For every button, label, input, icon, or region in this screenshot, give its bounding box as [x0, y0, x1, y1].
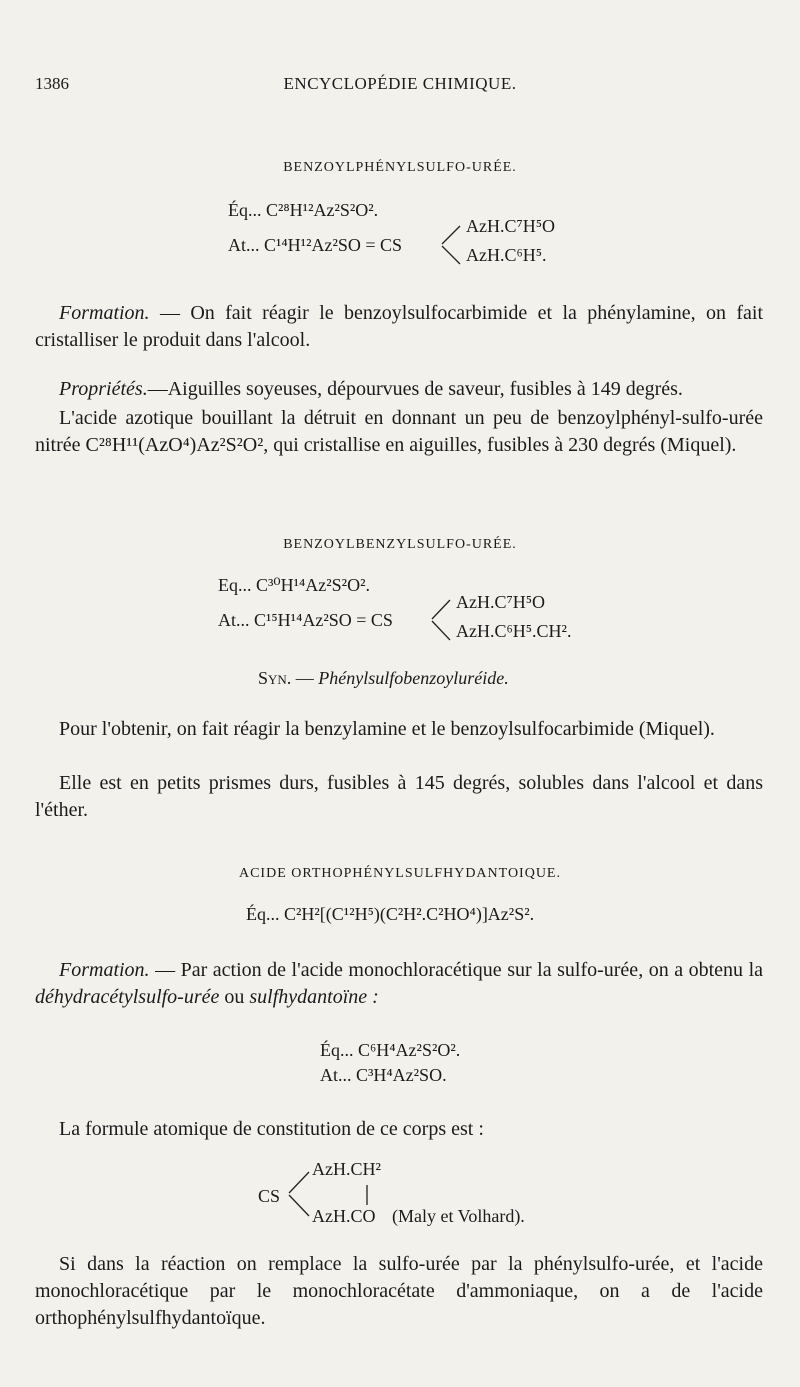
- branch-top-3: AzH.CH²: [312, 1159, 381, 1179]
- branch-lines-1: [438, 220, 468, 270]
- synonym-label: Syn.: [258, 668, 292, 688]
- synonym-line: Syn. — Phénylsulfobenzoyluréide.: [258, 668, 509, 688]
- at-line-4: [320, 1065, 447, 1086]
- term-dehydracetylsulfo-uree: déhydracétylsulfo-urée: [35, 986, 220, 1008]
- eq-label: Eq...: [218, 575, 252, 595]
- bond-line: [364, 1183, 372, 1207]
- section-title-acide-orthophenylsulfhydantoique: ACIDE ORTHOPHÉNYLSULFHYDANTOIQUE.: [238, 866, 561, 881]
- obtention-paragraph: Pour l'obtenir, on fait réagir la benzylamine et le benzoylsulfocarbimide (Miquel).: [59, 718, 715, 740]
- at-line-2: [218, 610, 393, 631]
- page-number: 1386: [35, 74, 69, 93]
- eq-line-4: [320, 1040, 460, 1061]
- branch-top-1: AzH.C⁷H⁵O: [466, 216, 556, 236]
- branch-bottom-3: AzH.CO: [312, 1206, 376, 1226]
- properties-text: —Aiguilles soyeuses, dépourvues de saveur, fusibles à 149 degrés.: [147, 378, 683, 400]
- at-formula: C¹⁴H¹²Az²SO = CS: [264, 235, 403, 255]
- eq-formula: C⁶H⁴Az²S²O².: [358, 1040, 461, 1060]
- properties-label: Propriétés.: [59, 378, 148, 400]
- eq-formula: C²⁸H¹²Az²S²O².: [266, 200, 379, 220]
- branch-lines-3: [285, 1166, 315, 1220]
- cs-label: CS: [258, 1186, 281, 1206]
- final-paragraph: Si dans la réaction on remplace la sulfo-urée par la phénylsulfo-urée, et l'acide monochloracétique par le monochloracétate d'ammoniaque, on a de l'acide orthophénylsulfhydantoïque.: [35, 1253, 763, 1329]
- formation-paragraph-3: [35, 957, 763, 1011]
- section-title-benzoylphenylsulfo-uree: BENZOYLPHÉNYLSULFO-URÉE.: [283, 160, 517, 175]
- running-title: ENCYCLOPÉDIE CHIMIQUE.: [283, 74, 517, 93]
- eq-label: Éq...: [246, 904, 280, 924]
- term-sulfhydantoine: sulfhydantoïne :: [249, 986, 379, 1008]
- description-paragraph: Elle est en petits prismes durs, fusibles à 145 degrés, solubles dans l'alcool et dans l'éther.: [35, 772, 763, 821]
- formation-text: — Par action de l'acide monochloracétique sur la sulfo-urée, on a obtenu la: [149, 959, 763, 981]
- at-line: [228, 235, 402, 256]
- formation-paragraph-1: [35, 300, 763, 354]
- citation: (Maly et Volhard).: [392, 1206, 525, 1226]
- properties-paragraph-2: L'acide azotique bouillant la détruit en donnant un peu de benzoylphényl-sulfo-urée nitrée C²⁸H¹¹(AzO⁴)Az²S²O², qui cristallise en aiguilles, fusibles à 230 degrés (Miquel).: [35, 407, 763, 456]
- eq-label: Éq...: [320, 1040, 354, 1060]
- formation-text: — On fait réagir le benzoylsulfocarbimide et la phénylamine, on fait cristalliser le produit dans l'alcool.: [35, 302, 763, 351]
- eq-line-2: [218, 575, 370, 596]
- eq-label: Éq...: [228, 200, 262, 220]
- branch-lines-2: [428, 594, 458, 646]
- eq-formula: C²H²[(C¹²H⁵)(C²H².C²HO⁴)]Az²S².: [284, 904, 535, 924]
- branch-bottom-1: AzH.C⁶H⁵.: [466, 245, 547, 265]
- eq-formula: C³⁰H¹⁴Az²S²O².: [256, 575, 370, 595]
- at-label: At...: [228, 235, 260, 255]
- branch-bottom-2: AzH.C⁶H⁵.CH².: [456, 621, 572, 641]
- eq-line: [228, 200, 378, 221]
- formation-label: Formation.: [59, 302, 150, 324]
- synonym-text: Phénylsulfobenzoyluréide.: [318, 668, 509, 688]
- at-formula: C³H⁴Az²SO.: [356, 1065, 447, 1085]
- at-label: At...: [320, 1065, 352, 1085]
- conjunction: ou: [219, 986, 250, 1008]
- branch-top-2: AzH.C⁷H⁵O: [456, 592, 546, 612]
- constitution-paragraph: La formule atomique de constitution de ce corps est :: [59, 1118, 484, 1140]
- at-label: At...: [218, 610, 250, 630]
- eq-line-3: [246, 904, 534, 925]
- section-title-benzoylbenzylsulfo-uree: BENZOYLBENZYLSULFO-URÉE.: [283, 537, 517, 552]
- properties-paragraph: [35, 376, 763, 403]
- at-formula: C¹⁵H¹⁴Az²SO = CS: [254, 610, 393, 630]
- formation-label: Formation.: [59, 959, 150, 981]
